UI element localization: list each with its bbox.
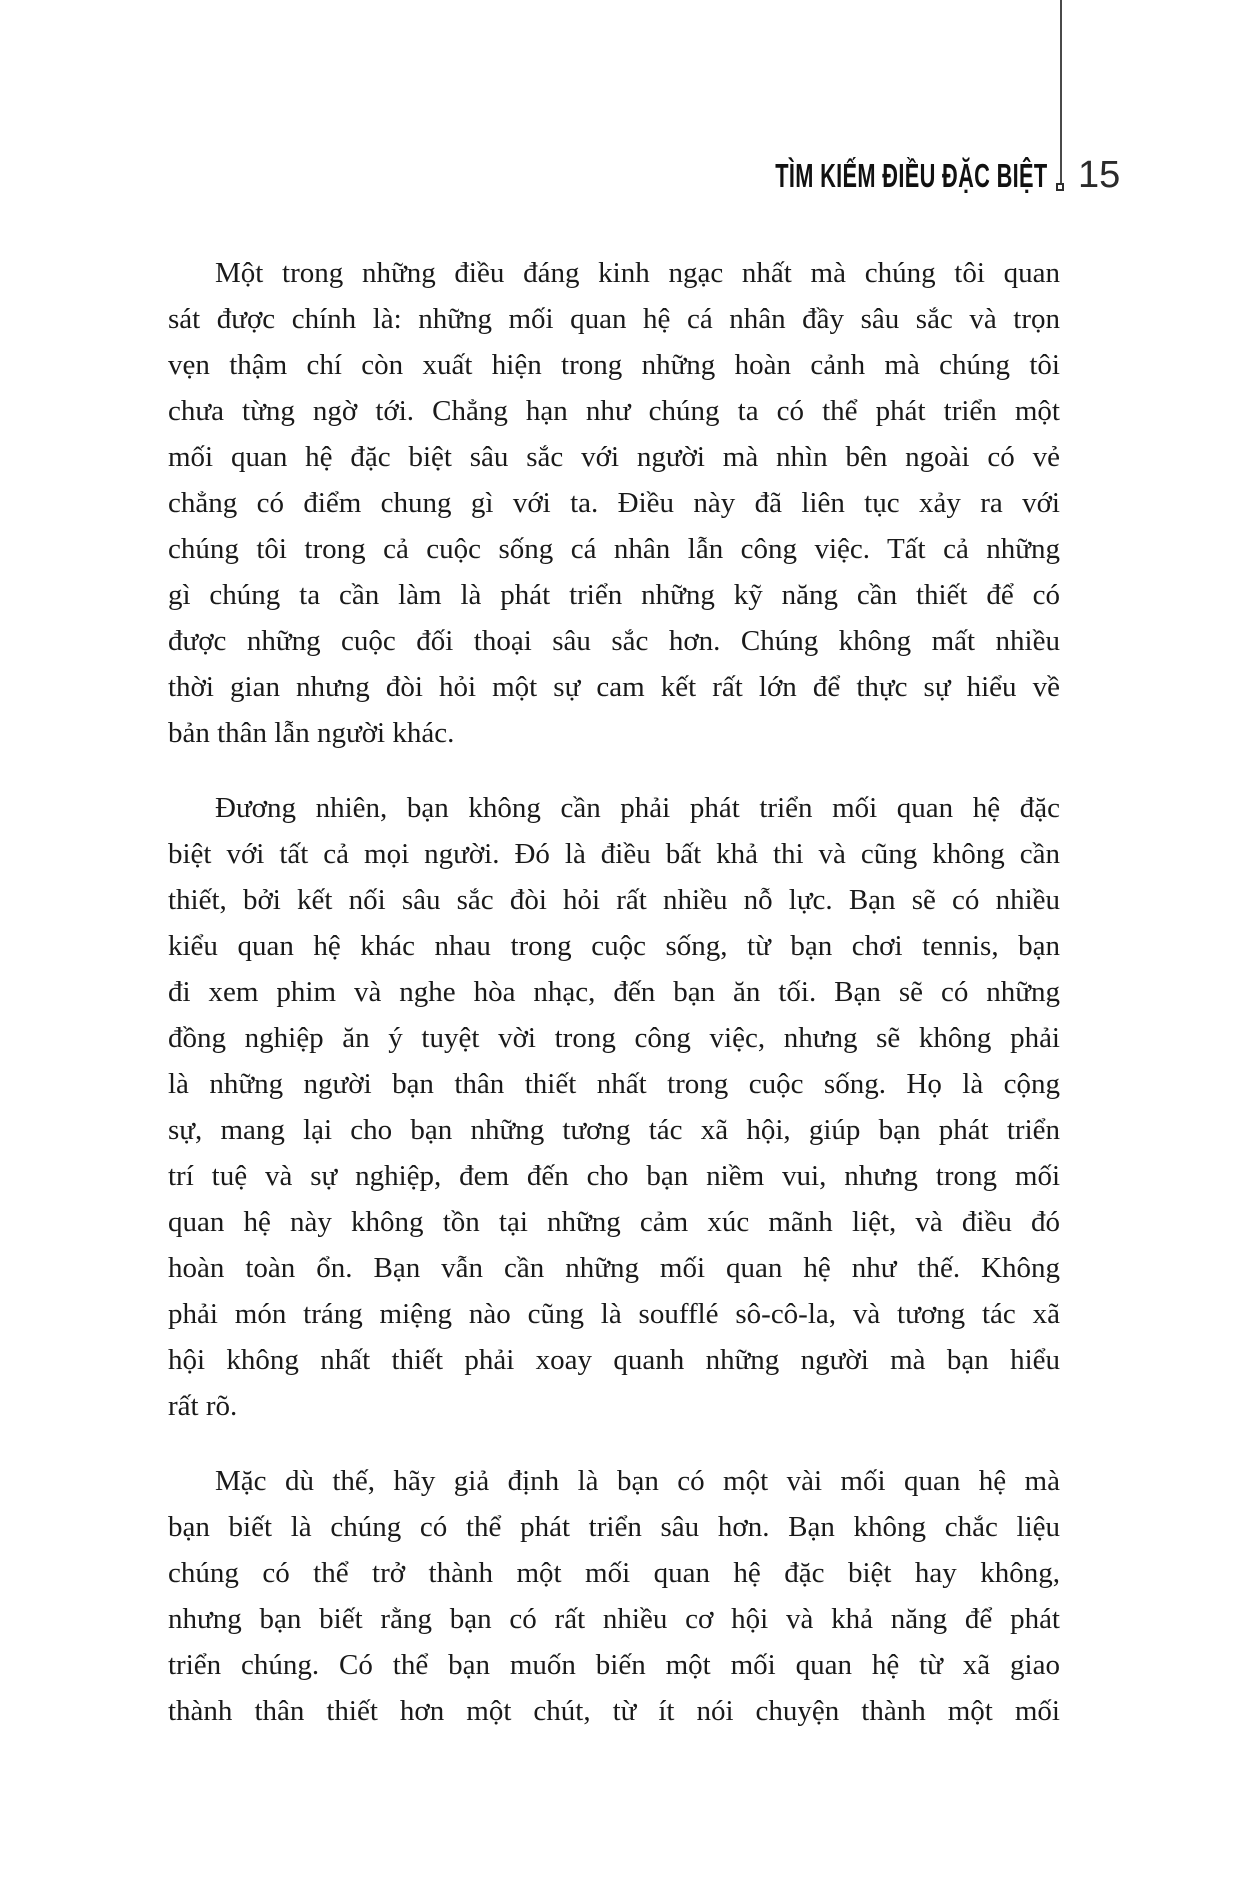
text-line: phải món tráng miệng nào cũng là soufflé sô-cô-la, và tương tác xã xyxy=(168,1298,1060,1330)
text-line: Một trong những điều đáng kinh ngạc nhất mà chúng tôi quan xyxy=(215,257,1060,289)
text-line: đồng nghiệp ăn ý tuyệt vời trong công việc, nhưng sẽ không phải xyxy=(168,1022,1060,1054)
text-line: sát được chính là: những mối quan hệ cá nhân đầy sâu sắc và trọn xyxy=(168,303,1060,335)
text-line: bản thân lẫn người khác. xyxy=(168,717,455,749)
text-line: biệt với tất cả mọi người. Đó là điều bất khả thi và cũng không cần xyxy=(168,838,1060,870)
text-line: kiểu quan hệ khác nhau trong cuộc sống, từ bạn chơi tennis, bạn xyxy=(168,930,1060,962)
text-line: Mặc dù thế, hãy giả định là bạn có một vài mối quan hệ mà xyxy=(215,1465,1060,1497)
text-line: vẹn thậm chí còn xuất hiện trong những hoàn cảnh mà chúng tôi xyxy=(168,349,1060,381)
text-block xyxy=(168,250,1060,1734)
text-line: nhưng bạn biết rằng bạn có rất nhiều cơ hội và khả năng để phát xyxy=(168,1603,1060,1635)
text-line: rất rõ. xyxy=(168,1390,238,1422)
header-vertical-rule xyxy=(1060,0,1062,184)
text-line: chưa từng ngờ tới. Chẳng hạn như chúng ta có thể phát triển một xyxy=(168,395,1060,427)
page-number: 15 xyxy=(1078,154,1121,196)
paragraph xyxy=(168,250,1060,756)
text-line: sự, mang lại cho bạn những tương tác xã hội, giúp bạn phát triển xyxy=(168,1114,1060,1146)
text-line: chẳng có điểm chung gì với ta. Điều này đã liên tục xảy ra với xyxy=(168,487,1060,519)
header-square-ornament-icon xyxy=(1056,183,1064,191)
text-line: bạn biết là chúng có thể phát triển sâu hơn. Bạn không chắc liệu xyxy=(168,1511,1060,1543)
text-line: chúng có thể trở thành một mối quan hệ đặc biệt hay không, xyxy=(168,1557,1060,1589)
text-line: thời gian nhưng đòi hỏi một sự cam kết rất lớn để thực sự hiểu về xyxy=(168,671,1060,703)
text-line: hoàn toàn ổn. Bạn vẫn cần những mối quan hệ như thế. Không xyxy=(168,1252,1060,1284)
text-line: triển chúng. Có thể bạn muốn biến một mối quan hệ từ xã giao xyxy=(168,1649,1060,1681)
text-line: được những cuộc đối thoại sâu sắc hơn. Chúng không mất nhiều xyxy=(168,625,1060,657)
text-line: thành thân thiết hơn một chút, từ ít nói chuyện thành một mối xyxy=(168,1695,1060,1727)
text-line: trí tuệ và sự nghiệp, đem đến cho bạn niềm vui, nhưng trong mối xyxy=(168,1160,1060,1192)
text-line: hội không nhất thiết phải xoay quanh những người mà bạn hiểu xyxy=(168,1344,1060,1376)
text-line: đi xem phim và nghe hòa nhạc, đến bạn ăn tối. Bạn sẽ có những xyxy=(168,976,1060,1008)
text-line: thiết, bởi kết nối sâu sắc đòi hỏi rất nhiều nỗ lực. Bạn sẽ có nhiều xyxy=(168,884,1060,916)
text-line: là những người bạn thân thiết nhất trong cuộc sống. Họ là cộng xyxy=(168,1068,1060,1100)
paragraph xyxy=(168,785,1060,1429)
text-line: quan hệ này không tồn tại những cảm xúc mãnh liệt, và điều đó xyxy=(168,1206,1060,1238)
running-header-chapter-title: TÌM KIẾM ĐIỀU ĐẶC BIỆT xyxy=(774,157,1047,194)
paragraph xyxy=(168,1458,1060,1734)
text-line: gì chúng ta cần làm là phát triển những kỹ năng cần thiết để có xyxy=(168,579,1060,611)
text-line: Đương nhiên, bạn không cần phải phát triển mối quan hệ đặc xyxy=(215,792,1060,824)
text-line: mối quan hệ đặc biệt sâu sắc với người mà nhìn bên ngoài có vẻ xyxy=(168,441,1060,473)
text-line: chúng tôi trong cả cuộc sống cá nhân lẫn công việc. Tất cả những xyxy=(168,533,1060,565)
